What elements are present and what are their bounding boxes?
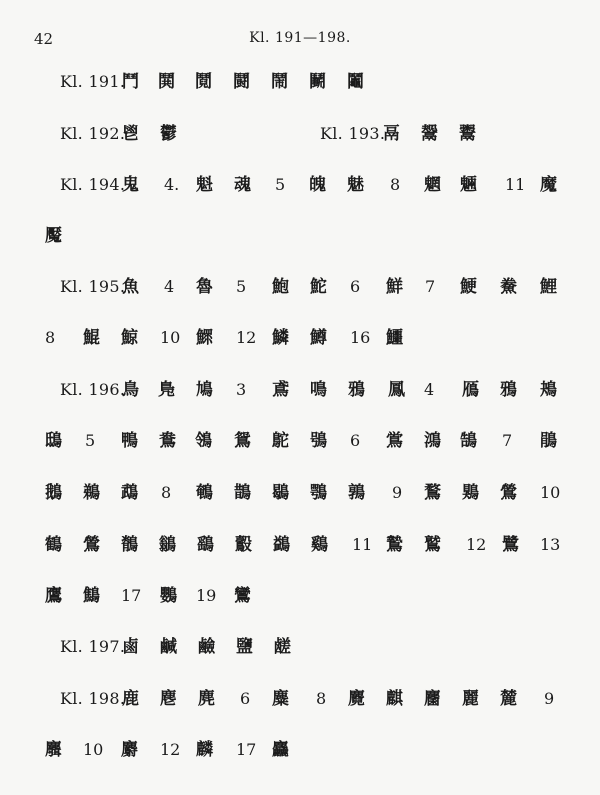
- character-entry: 魘: [45, 226, 62, 246]
- character-entry: 鶡: [272, 483, 289, 503]
- character-entry: 鷄: [311, 535, 328, 555]
- character-entry: 鶪: [462, 483, 479, 503]
- page-number: 42: [34, 30, 54, 48]
- stroke-count: 6: [350, 431, 361, 450]
- stroke-count: 8: [316, 689, 327, 708]
- character-entry: 麋: [272, 689, 289, 709]
- character-entry: 鶲: [159, 535, 176, 555]
- character-entry: 鴒: [195, 431, 212, 451]
- character-entry: 鷦: [83, 586, 100, 606]
- stroke-count: 9: [392, 483, 403, 502]
- class-label-kl-195: Kl. 195.: [60, 277, 126, 296]
- stroke-count: 19: [196, 586, 217, 605]
- character-entry: 鹹: [160, 637, 177, 657]
- character-entry: 鴞: [310, 431, 327, 451]
- stroke-count: 10: [83, 740, 104, 759]
- character-entry: 鳶: [272, 380, 289, 400]
- character-entry: 魂: [234, 175, 251, 195]
- stroke-count: 6: [350, 277, 361, 296]
- character-entry: 鬲: [383, 124, 400, 144]
- character-entry: 魯: [196, 277, 213, 297]
- character-entry: 鯁: [460, 277, 477, 297]
- stroke-count: 4: [164, 277, 175, 296]
- character-entry: 鹾: [274, 637, 291, 657]
- character-entry: 麕: [424, 689, 441, 709]
- stroke-count: 5: [275, 175, 286, 194]
- character-entry: 鬮: [347, 72, 364, 92]
- stroke-count: 5: [236, 277, 247, 296]
- stroke-count: 10: [160, 328, 181, 347]
- character-entry: 魁: [196, 175, 213, 195]
- character-entry: 鴬: [386, 431, 403, 451]
- character-entry: 鸞: [234, 586, 251, 606]
- stroke-count: 3: [236, 380, 247, 399]
- stroke-count: 16: [350, 328, 371, 347]
- character-entry: 鴉: [500, 380, 517, 400]
- character-entry: 鴛: [234, 431, 251, 451]
- character-entry: 鷙: [386, 535, 403, 555]
- character-entry: 鵝: [45, 483, 62, 503]
- character-entry: 鮮: [386, 277, 403, 297]
- class-label-kl-197: Kl. 197.: [60, 637, 126, 656]
- character-entry: 鶺: [121, 535, 138, 555]
- character-entry: 魅: [347, 175, 364, 195]
- character-entry: 鴨: [121, 431, 138, 451]
- character-entry: 鯉: [540, 277, 557, 297]
- stroke-count: 5: [85, 431, 96, 450]
- stroke-count: 17: [121, 586, 142, 605]
- character-entry: 鴂: [540, 380, 557, 400]
- character-entry: 魄: [309, 175, 326, 195]
- stroke-count: 4: [424, 380, 435, 399]
- character-entry: 鬯: [122, 124, 139, 144]
- stroke-count: 11: [352, 535, 373, 554]
- character-entry: 麤: [272, 740, 289, 760]
- character-entry: 鱗: [272, 328, 289, 348]
- character-entry: 鴈: [462, 380, 479, 400]
- class-label-kl-198: Kl. 198.: [60, 689, 126, 708]
- character-entry: 鶯: [83, 535, 100, 555]
- stroke-count: 12: [466, 535, 487, 554]
- character-entry: 鴕: [272, 431, 289, 451]
- character-entry: 鬶: [421, 124, 438, 144]
- character-entry: 鵑: [540, 431, 557, 451]
- stroke-count: 17: [236, 740, 257, 759]
- stroke-count: 13: [540, 535, 561, 554]
- character-entry: 鶴: [45, 535, 62, 555]
- stroke-count: 12: [236, 328, 257, 347]
- character-entry: 鳳: [388, 380, 405, 400]
- character-entry: 鵡: [121, 483, 138, 503]
- character-entry: 麗: [462, 689, 479, 709]
- character-entry: 魔: [540, 175, 557, 195]
- character-entry: 鬧: [271, 72, 288, 92]
- character-entry: 麒: [386, 689, 403, 709]
- stroke-count: 12: [160, 740, 181, 759]
- character-entry: 鵠: [460, 431, 477, 451]
- character-entry: 鯨: [121, 328, 138, 348]
- stroke-count: 10: [540, 483, 561, 502]
- running-head: Kl. 191—198.: [249, 30, 351, 46]
- character-entry: 鶚: [310, 483, 327, 503]
- character-entry: 鳴: [310, 380, 327, 400]
- character-entry: 鸚: [160, 586, 177, 606]
- character-entry: 鬥: [122, 72, 139, 92]
- character-entry: 鹼: [198, 637, 215, 657]
- character-entry: 鳩: [196, 380, 213, 400]
- character-entry: 鷹: [45, 586, 62, 606]
- character-entry: 鵜: [83, 483, 100, 503]
- character-entry: 鯤: [83, 328, 100, 348]
- character-entry: 鶯: [500, 483, 517, 503]
- character-entry: 魚: [122, 277, 139, 297]
- class-label-kl-192: Kl. 192.: [60, 124, 126, 143]
- character-entry: 鬼: [122, 175, 139, 195]
- character-entry: 鬨: [158, 72, 175, 92]
- character-entry: 麓: [500, 689, 517, 709]
- character-entry: 魍: [424, 175, 441, 195]
- character-entry: 麀: [160, 689, 177, 709]
- character-entry: 鹿: [122, 689, 139, 709]
- character-entry: 鰥: [196, 328, 213, 348]
- character-entry: 麟: [196, 740, 213, 760]
- character-entry: 鹽: [236, 637, 253, 657]
- stroke-count: 8: [45, 328, 56, 347]
- stroke-count: 7: [425, 277, 436, 296]
- character-entry: 鴻: [424, 431, 441, 451]
- character-entry: 鷁: [273, 535, 290, 555]
- character-entry: 鱷: [386, 328, 403, 348]
- character-entry: 鬻: [459, 124, 476, 144]
- class-label-kl-194: Kl. 194.: [60, 175, 126, 194]
- character-entry: 鮀: [310, 277, 327, 297]
- character-entry: 鳥: [122, 380, 139, 400]
- stroke-count: 9: [544, 689, 555, 708]
- character-entry: 魎: [460, 175, 477, 195]
- character-entry: 鶉: [348, 483, 365, 503]
- class-label-kl-191: Kl. 191.: [60, 72, 126, 91]
- character-entry: 鴦: [159, 431, 176, 451]
- stroke-count: 6: [240, 689, 251, 708]
- character-entry: 鷲: [424, 535, 441, 555]
- character-entry: 鹵: [122, 637, 139, 657]
- character-entry: 鮝: [500, 277, 517, 297]
- stroke-count: 7: [502, 431, 513, 450]
- character-entry: 麛: [45, 740, 62, 760]
- character-entry: 鵲: [234, 483, 251, 503]
- character-entry: 鷇: [235, 535, 252, 555]
- character-entry: 鬪: [233, 72, 250, 92]
- character-entry: 麝: [121, 740, 138, 760]
- character-entry: 鬱: [160, 124, 177, 144]
- character-entry: 鵪: [196, 483, 213, 503]
- character-entry: 鶩: [424, 483, 441, 503]
- stroke-count: 8: [390, 175, 401, 194]
- character-entry: 麂: [198, 689, 215, 709]
- character-entry: 鱒: [310, 328, 327, 348]
- character-entry: 鳬: [158, 380, 175, 400]
- stroke-count: 8: [161, 483, 172, 502]
- character-entry: 鬩: [195, 72, 212, 92]
- character-entry: 鴟: [45, 431, 62, 451]
- character-entry: 鴉: [348, 380, 365, 400]
- stroke-count: 4.: [164, 175, 180, 194]
- character-entry: 麑: [348, 689, 365, 709]
- character-entry: 鷺: [502, 535, 519, 555]
- stroke-count: 11: [505, 175, 526, 194]
- class-label-kl-193: Kl. 193.: [320, 124, 386, 143]
- character-entry: 鮑: [272, 277, 289, 297]
- character-entry: 鷂: [197, 535, 214, 555]
- character-entry: 鬭: [309, 72, 326, 92]
- class-label-kl-196: Kl. 196.: [60, 380, 126, 399]
